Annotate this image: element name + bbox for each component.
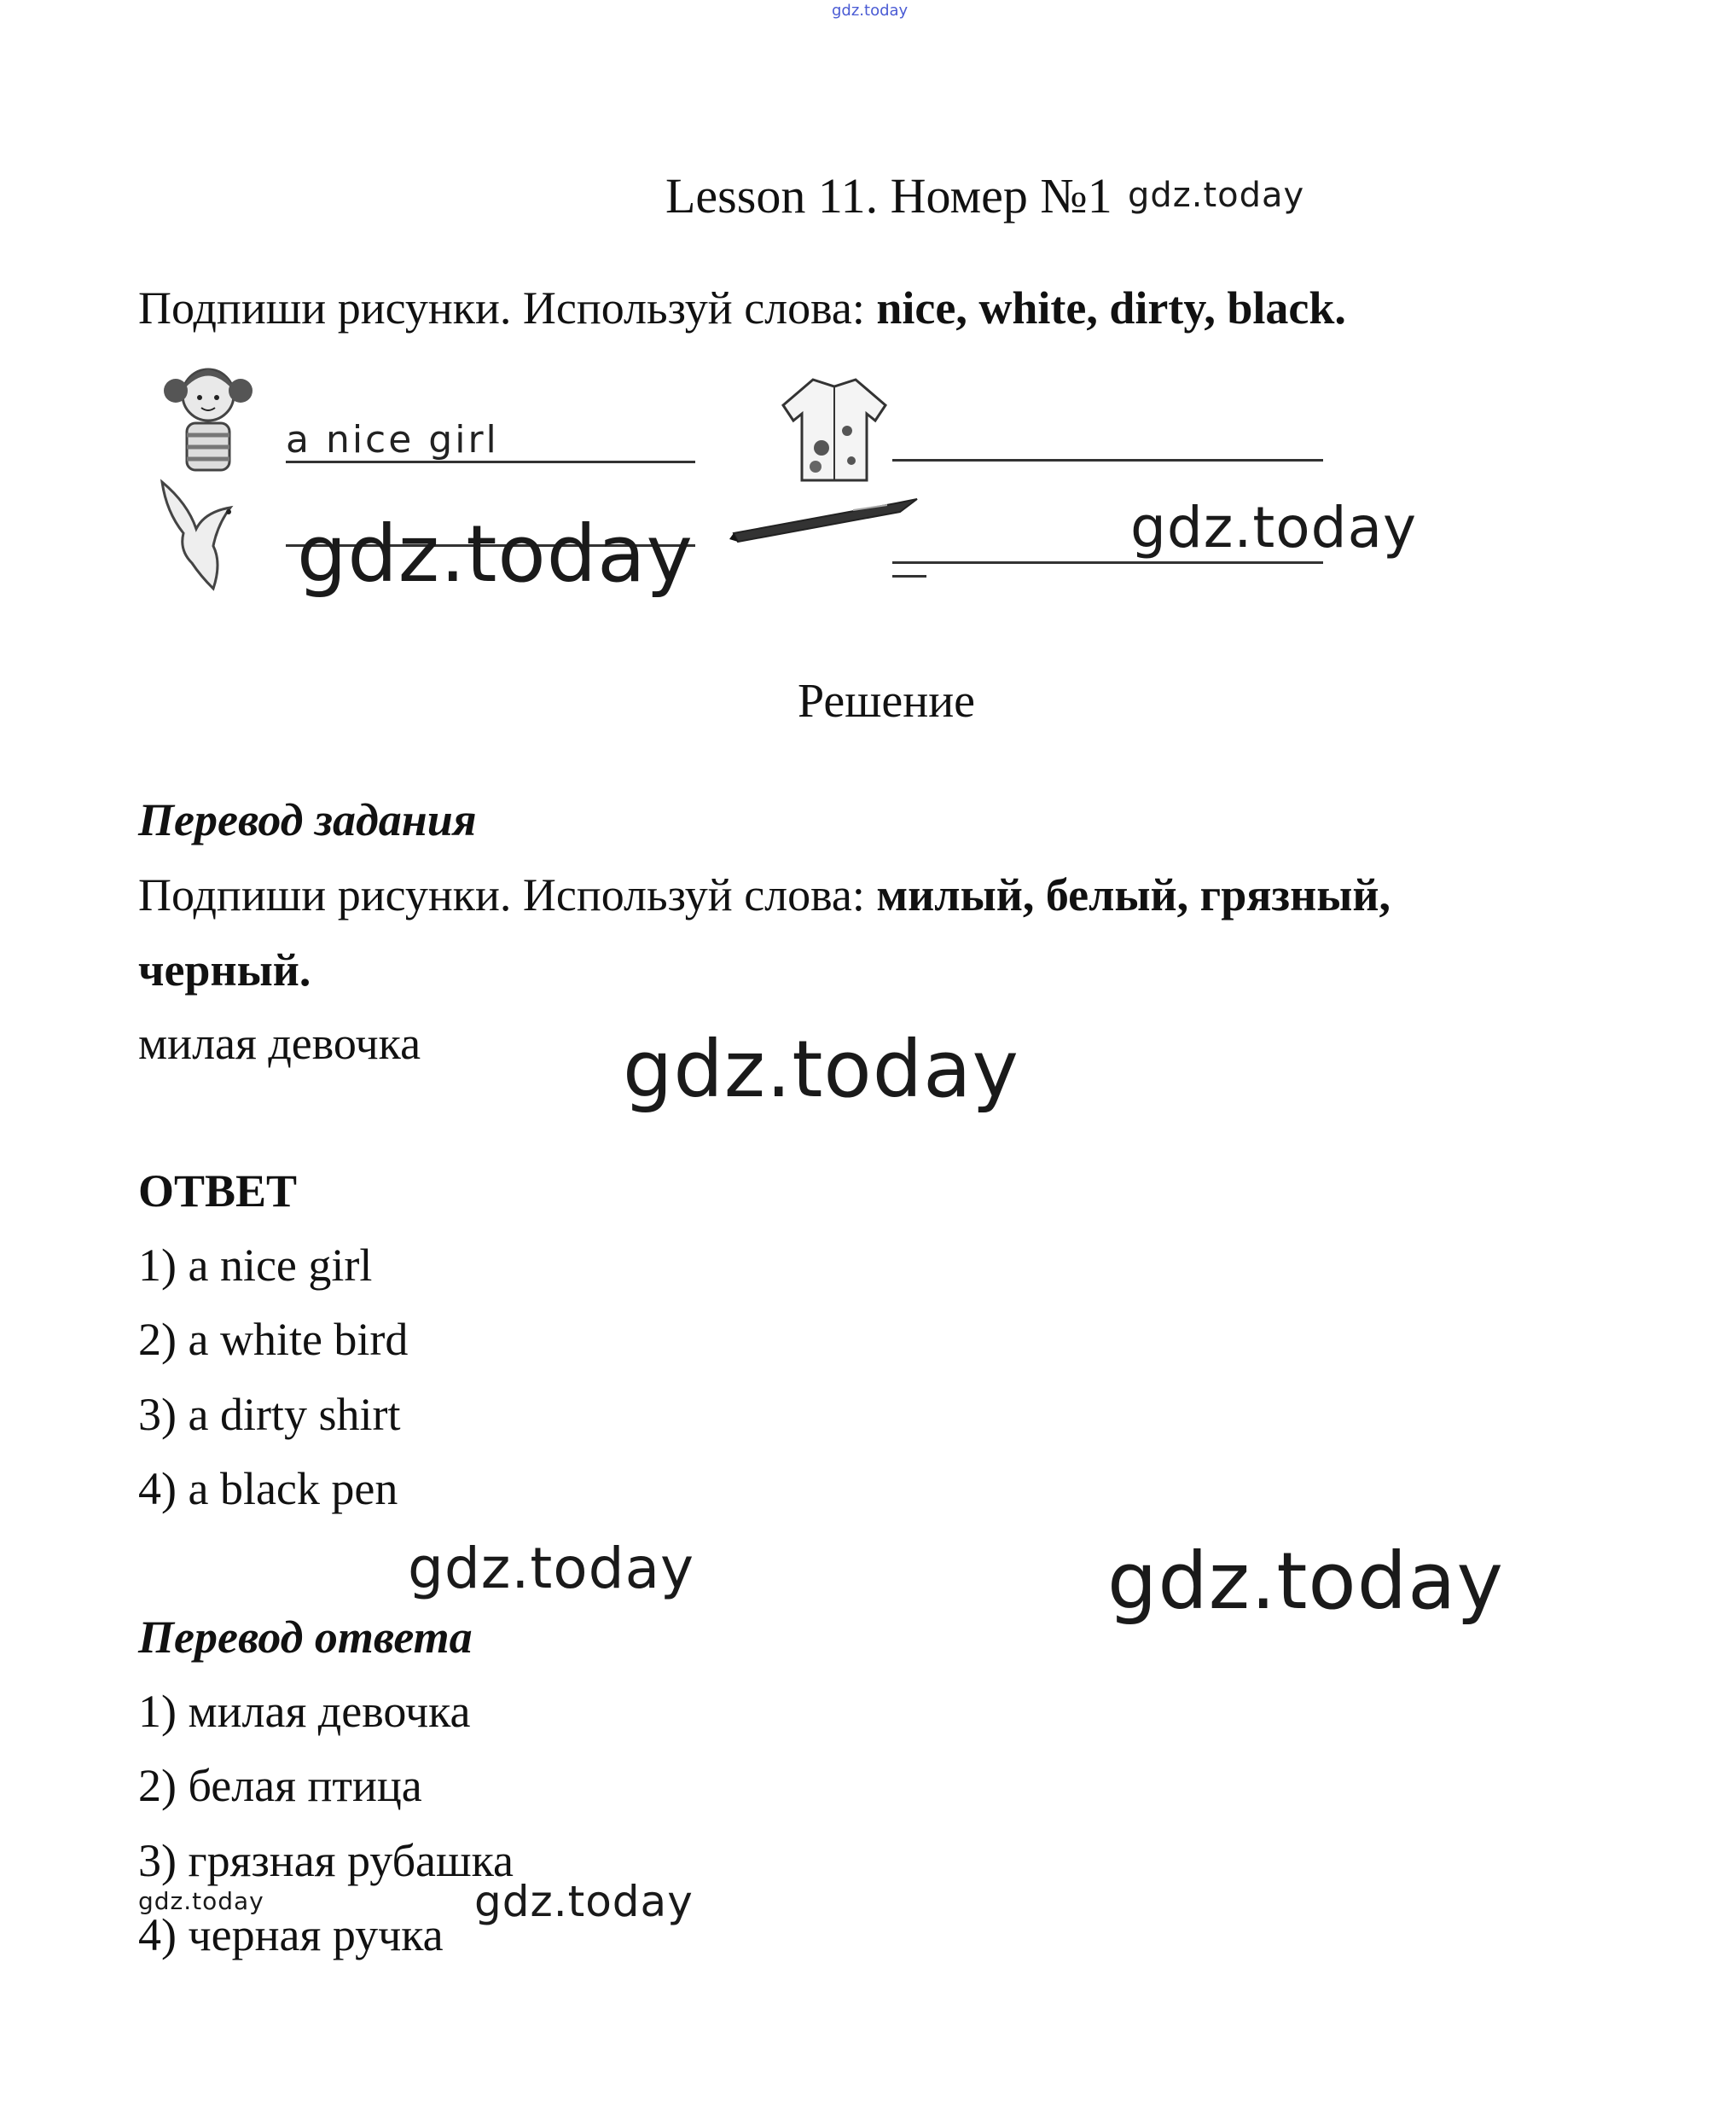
answer-item: 4) a black pen [138, 1463, 398, 1514]
sample-answer: a nice girl [286, 418, 499, 462]
answer-item: 1) a nice girl [138, 1240, 373, 1291]
answer-line-4 [892, 561, 1323, 564]
translation-words-1: милый, белый, грязный, [876, 869, 1391, 920]
watermark-medium-1: gdz.today [1130, 495, 1418, 560]
watermark-small: gdz.today [138, 1887, 264, 1915]
watermark-title: gdz.today [1128, 176, 1305, 215]
answer-translation-item: 1) милая девочка [138, 1686, 471, 1737]
task-words: nice, white, dirty, black. [876, 282, 1346, 334]
translation-heading: Перевод задания [138, 794, 477, 845]
task-instruction [138, 282, 1346, 334]
girl-picture [157, 357, 259, 472]
watermark-large-3: gdz.today [1107, 1536, 1504, 1627]
bird-picture [154, 469, 247, 597]
shirt-picture [775, 371, 894, 486]
task-prefix: Подпиши рисунки. Используй слова: [138, 282, 877, 334]
answer-line-4-dash [892, 575, 926, 578]
watermark-top: gdz.today [832, 2, 909, 20]
page-title: Lesson 11. Номер №1 [665, 168, 1112, 224]
answer-item: 3) a dirty shirt [138, 1389, 401, 1440]
answer-heading: ОТВЕТ [138, 1165, 298, 1217]
answer-translation-item: 3) грязная рубашка [138, 1835, 514, 1886]
answer-translation-item: 4) черная ручка [138, 1909, 444, 1960]
answer-line-1 [286, 461, 695, 463]
translation-prefix: Подпиши рисунки. Используй слова: [138, 869, 877, 920]
answer-item: 2) a white bird [138, 1314, 409, 1365]
solution-heading: Решение [798, 675, 976, 728]
translation-text-line1 [138, 868, 1391, 921]
answer-translation-item: 2) белая птица [138, 1760, 422, 1811]
answer-translation-heading: Перевод ответа [138, 1611, 473, 1663]
pen-picture [725, 495, 921, 546]
watermark-medium-2: gdz.today [408, 1536, 695, 1601]
translation-words-2: черный. [138, 944, 311, 996]
translation-example: милая девочка [138, 1018, 421, 1069]
watermark-large-2: gdz.today [623, 1024, 1019, 1115]
answer-line-3 [892, 459, 1323, 462]
watermark-large-1: gdz.today [297, 508, 694, 600]
watermark-medium-3: gdz.today [474, 1877, 694, 1926]
